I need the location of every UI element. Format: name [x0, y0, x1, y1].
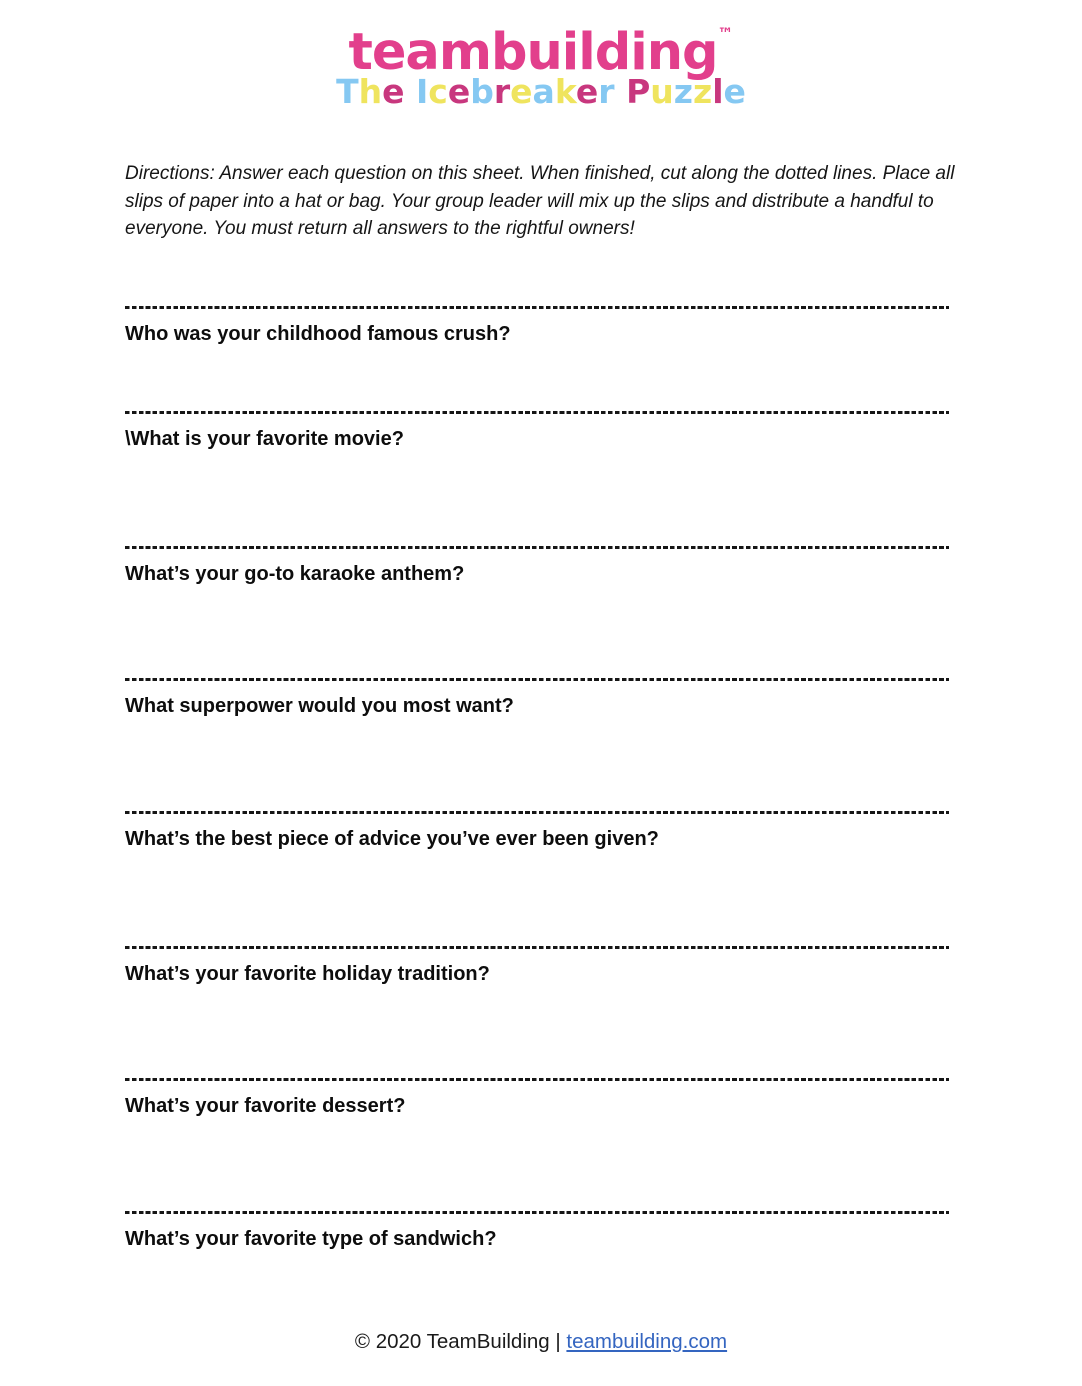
subtitle-letter: e — [382, 72, 405, 111]
subtitle-letter: r — [598, 72, 615, 111]
question-slip — [125, 411, 949, 451]
subtitle-letter: e — [575, 72, 599, 111]
question-text: What’s your favorite dessert? — [125, 1095, 406, 1117]
question-slip — [125, 1078, 949, 1118]
logo-text: teambuilding — [348, 23, 718, 82]
subtitle-letter: I — [416, 72, 429, 111]
subtitle-letter: c — [428, 72, 448, 111]
subtitle-letter: z — [692, 72, 713, 111]
teambuilding-link[interactable]: teambuilding.com — [566, 1330, 728, 1353]
subtitle-letter: r — [493, 72, 511, 111]
subtitle-letter: l — [712, 72, 724, 111]
dotted-cut-line — [125, 411, 949, 414]
question-slip — [125, 946, 949, 986]
question-slip — [125, 546, 949, 586]
dotted-cut-line — [125, 678, 949, 681]
question-text: What’s the best piece of advice you’ve ever been given? — [125, 828, 659, 850]
dotted-cut-line — [125, 546, 949, 549]
question-slip — [125, 306, 949, 346]
question-text: Who was your childhood famous crush? — [125, 323, 511, 345]
copyright-text: © 2020 TeamBuilding | — [354, 1330, 567, 1353]
dotted-cut-line — [125, 811, 949, 814]
dotted-cut-line — [125, 306, 949, 309]
question-slip — [125, 1211, 949, 1251]
subtitle-letter: e — [510, 72, 533, 111]
dotted-cut-line — [125, 1078, 949, 1081]
subtitle-letter: u — [650, 72, 674, 111]
subtitle-letter: T — [336, 72, 359, 111]
trademark-symbol: ™ — [717, 24, 734, 43]
question-text: What superpower would you most want? — [125, 695, 514, 717]
subtitle-letter: e — [723, 72, 746, 111]
subtitle-letter: P — [626, 72, 651, 111]
question-text: What’s your go-to karaoke anthem? — [125, 563, 465, 585]
question-slip — [125, 678, 949, 718]
footer — [0, 1330, 1082, 1354]
subtitle-letter: k — [554, 72, 576, 111]
subtitle-letter: b — [470, 72, 494, 111]
subtitle-letter: z — [673, 72, 693, 111]
question-text: \What is your favorite movie? — [125, 428, 404, 450]
subtitle-letter: h — [358, 72, 383, 111]
question-slip — [125, 811, 949, 851]
question-text: What’s your favorite holiday tradition? — [125, 963, 490, 985]
question-text: What’s your favorite type of sandwich? — [125, 1228, 497, 1250]
dotted-cut-line — [125, 1211, 949, 1214]
dotted-cut-line — [125, 946, 949, 949]
subtitle-letter: e — [447, 72, 471, 111]
directions-text: Directions: Answer each question on this sheet. When finished, cut along the dotted lines. Place all slips of paper into a hat or bag. Your group leader will mix up the slips and distribute a handful to everyone. You must return all answers to the rightful owners! — [125, 163, 955, 239]
subtitle-letter: a — [532, 72, 555, 111]
